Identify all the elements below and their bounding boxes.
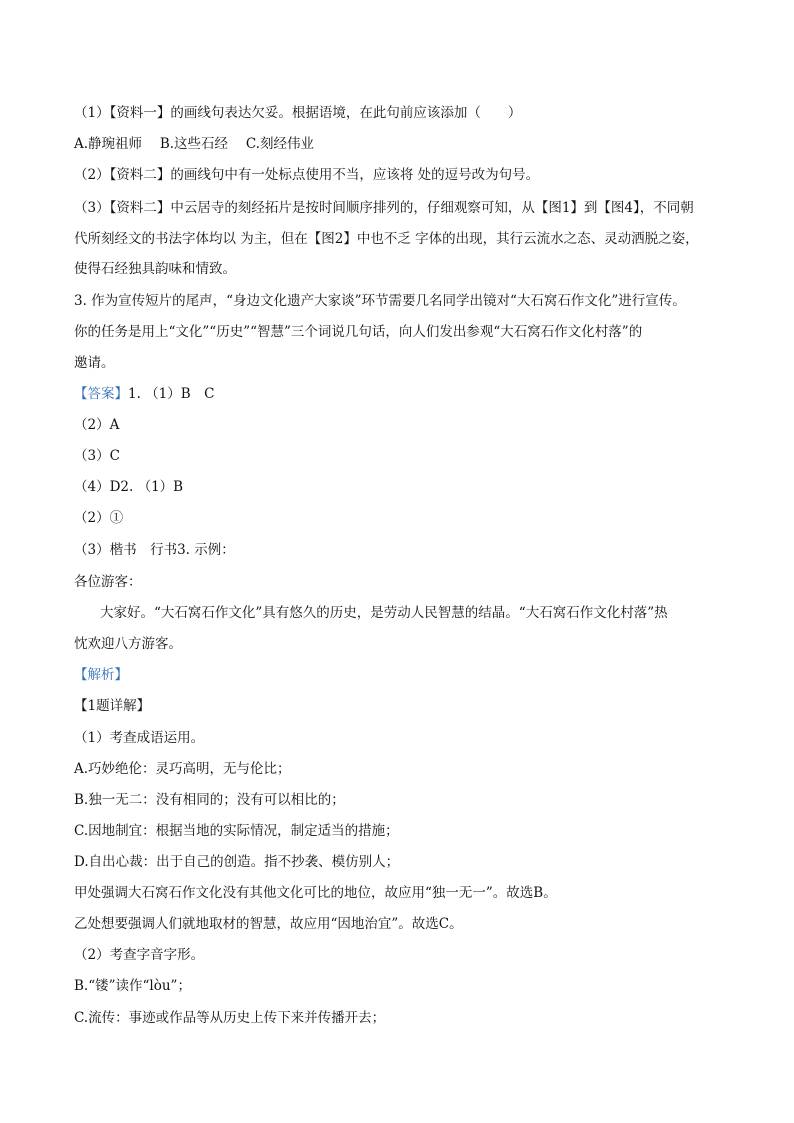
answer-line6: （3）楷书 行书3. 示例： <box>74 542 235 558</box>
q3-line1: 3. 作为宣传短片的尾声，“身边文化遗产大家谈”环节需要几名同学出镜对“大石窝石作文化”进行宣传。 <box>74 293 686 309</box>
analysis-line1: （1）考查成语运用。 <box>74 730 205 746</box>
answer-line3: （3）C <box>74 448 120 464</box>
q1-sub1: （1）【资料一】的画线句表达欠妥。根据语境，在此句前应该添加（ ） <box>74 105 522 121</box>
analysis-tag: 【解析】 <box>74 667 128 683</box>
answer-line2: （2）A <box>74 417 120 433</box>
q1-sub3-line3: 使得石经独具韵味和情致。 <box>74 261 236 277</box>
q1-sub3-line2: 代所刻经文的书法字体均以 为主，但在【图2】中也不乏 字体的出现，其行云流水之态、灵动洒脱之姿， <box>74 231 699 247</box>
analysis-line9: B.“镂”读作“lòu”； <box>74 978 191 994</box>
analysis-line6: 甲处强调大石窝石作文化没有其他文化可比的地位，故应用“独一无一”。故选B。 <box>74 885 557 901</box>
analysis-line2: A.巧妙绝伦：灵巧高明，无与伦比； <box>74 761 291 777</box>
analysis-line3: B.独一无二：没有相同的；没有可以相比的； <box>74 792 345 808</box>
q1-sub3-line1: （3）【资料二】中云居寺的刻经拓片是按时间顺序排列的，仔细观察可知，从【图1】到【图4】，不同朝 <box>74 200 694 216</box>
analysis-line4: C.因地制宜：根据当地的实际情况，制定适当的措施； <box>74 823 399 839</box>
answer-salutation: 各位游客： <box>74 574 142 590</box>
q1-options: A.静琬祖师 B.这些石经 C.刻经伟业 <box>74 136 314 152</box>
analysis-line5: D.自出心裁：出于自己的创造。指不抄袭、模仿别人； <box>74 854 400 870</box>
analysis-line7: 乙处想要强调人们就地取材的智慧，故应用“因地治宜”。故选C。 <box>74 916 463 932</box>
analysis-line10: C.流传：事迹或作品等从历史上传下来并传播开去； <box>74 1010 386 1026</box>
answer-line1-text: 1. （1）B C <box>128 386 215 402</box>
analysis-detail-title: 【1题详解】 <box>74 698 151 714</box>
answer-tag: 【答案】 <box>74 386 128 402</box>
q1-sub2: （2）【资料二】的画线句中有一处标点使用不当，应该将 处的逗号改为句号。 <box>74 167 540 183</box>
answer-line5: （2）① <box>74 510 124 526</box>
analysis-line8: （2）考查字音字形。 <box>74 947 205 963</box>
q3-line3: 邀请。 <box>74 355 115 371</box>
answer-body-line2: 忱欢迎八方游客。 <box>74 636 182 652</box>
answer-body-line1: 大家好。“大石窝石作文化”具有悠久的历史，是劳动人民智慧的结晶。“大石窝石作文化村落”热 <box>100 605 668 621</box>
answer-line1 <box>74 385 215 403</box>
answer-line4: （4）D2. （1）B <box>74 479 184 495</box>
q3-line2: 你的任务是用上“文化”“历史”“智慧”三个词说几句话，向人们发出参观“大石窝石作文化村落”的 <box>74 324 643 340</box>
